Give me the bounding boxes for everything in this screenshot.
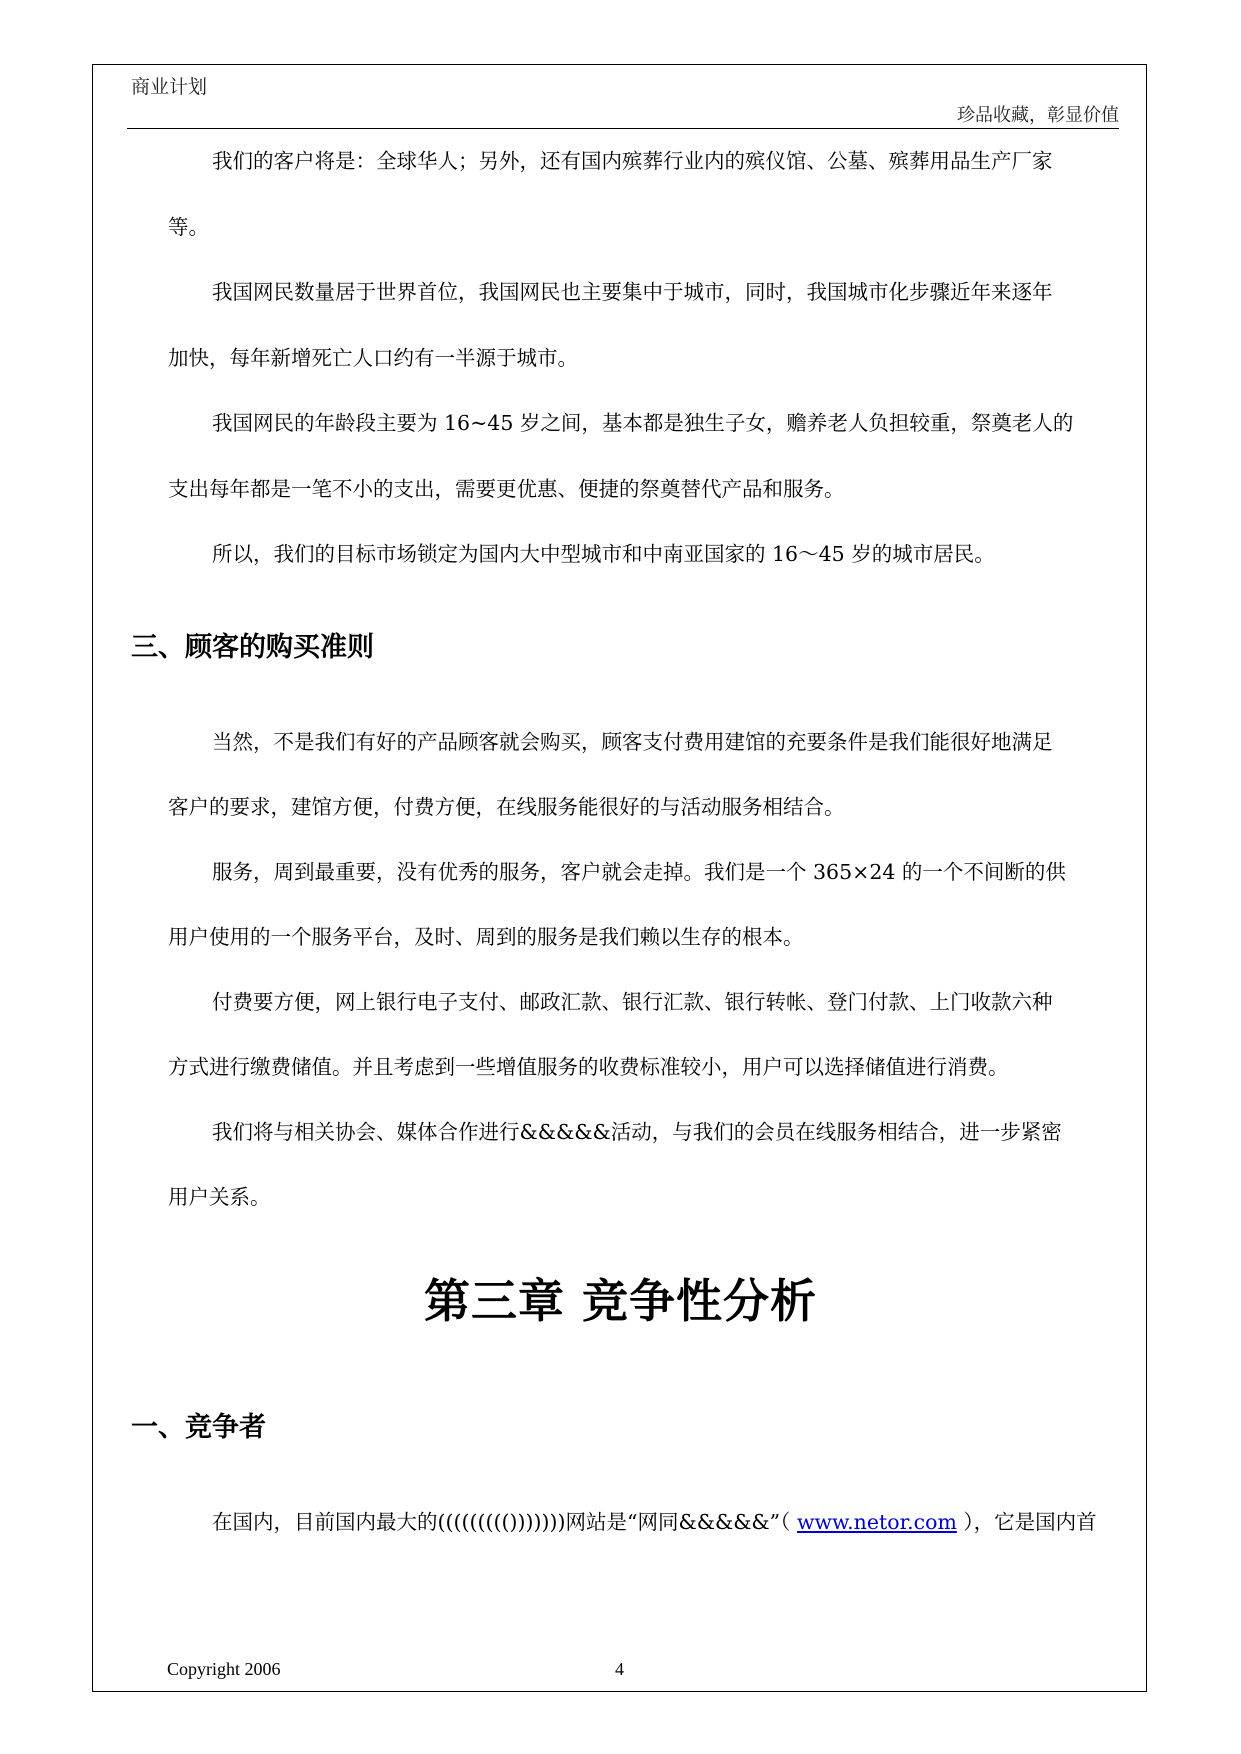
competitors-text-after-link: ），它是国内首 <box>956 1510 1097 1534</box>
competitors-paragraph-1-line-1 <box>212 1512 1097 1533</box>
header-document-title: 商业计划 <box>131 76 208 98</box>
customers-paragraph-3-line-1: 我国网民的年龄段主要为 16~45 岁之间，基本都是独生子女，赡养老人负担较重，祭奠老人的 <box>212 411 1074 435</box>
purchase-paragraph-4-line-2: 用户关系。 <box>168 1185 271 1209</box>
purchase-paragraph-1-line-1: 当然，不是我们有好的产品顾客就会购买，顾客支付费用建馆的充要条件是我们能很好地满足 <box>212 730 1053 754</box>
customers-paragraph-1-line-1: 我们的客户将是：全球华人；另外，还有国内殡葬行业内的殡仪馆、公墓、殡葬用品生产厂家 <box>212 149 1053 173</box>
customers-paragraph-2-line-2: 加快，每年新增死亡人口约有一半源于城市。 <box>168 346 578 370</box>
purchase-paragraph-2-line-2: 用户使用的一个服务平台，及时、周到的服务是我们赖以生存的根本。 <box>168 925 804 949</box>
header-slogan: 珍品收藏，彰显价值 <box>957 105 1119 126</box>
customers-paragraph-1-line-2: 等。 <box>168 215 209 239</box>
customers-paragraph-3-line-2: 支出每年都是一笔不小的支出，需要更优惠、便捷的祭奠替代产品和服务。 <box>168 477 845 501</box>
header-divider <box>127 128 1119 129</box>
customers-paragraph-2-line-1: 我国网民数量居于世界首位，我国网民也主要集中于城市，同时，我国城市化步骤近年来逐年 <box>212 280 1053 304</box>
competitors-heading: 一、竞争者 <box>131 1412 266 1443</box>
purchase-paragraph-3-line-2: 方式进行缴费储值。并且考虑到一些增值服务的收费标准较小，用户可以选择储值进行消费。 <box>168 1055 1009 1079</box>
footer-page-number: 4 <box>615 1659 624 1679</box>
footer-copyright: Copyright 2006 <box>167 1659 281 1679</box>
purchase-paragraph-2-line-1: 服务，周到最重要，没有优秀的服务，客户就会走掉。我们是一个 365×24 的一个不间断的供 <box>212 860 1066 884</box>
competitors-text-before-link: 在国内，目前国内最大的((((((((()))))))网站是“网同&&&&&”（ <box>212 1510 797 1534</box>
customers-paragraph-4-line-1: 所以，我们的目标市场锁定为国内大中型城市和中南亚国家的 16～45 岁的城市居民。 <box>212 542 995 566</box>
netor-website-link[interactable]: www.netor.com <box>796 1510 957 1534</box>
purchase-criteria-heading: 三、顾客的购买准则 <box>131 632 374 663</box>
purchase-paragraph-1-line-2: 客户的要求，建馆方便，付费方便，在线服务能很好的与活动服务相结合。 <box>168 795 845 819</box>
chapter-title: 第三章 竞争性分析 <box>423 1274 817 1328</box>
purchase-paragraph-3-line-1: 付费要方便，网上银行电子支付、邮政汇款、银行汇款、银行转帐、登门付款、上门收款六种 <box>212 990 1053 1014</box>
purchase-paragraph-4-line-1: 我们将与相关协会、媒体合作进行&&&&&活动，与我们的会员在线服务相结合，进一步紧密 <box>212 1120 1062 1144</box>
